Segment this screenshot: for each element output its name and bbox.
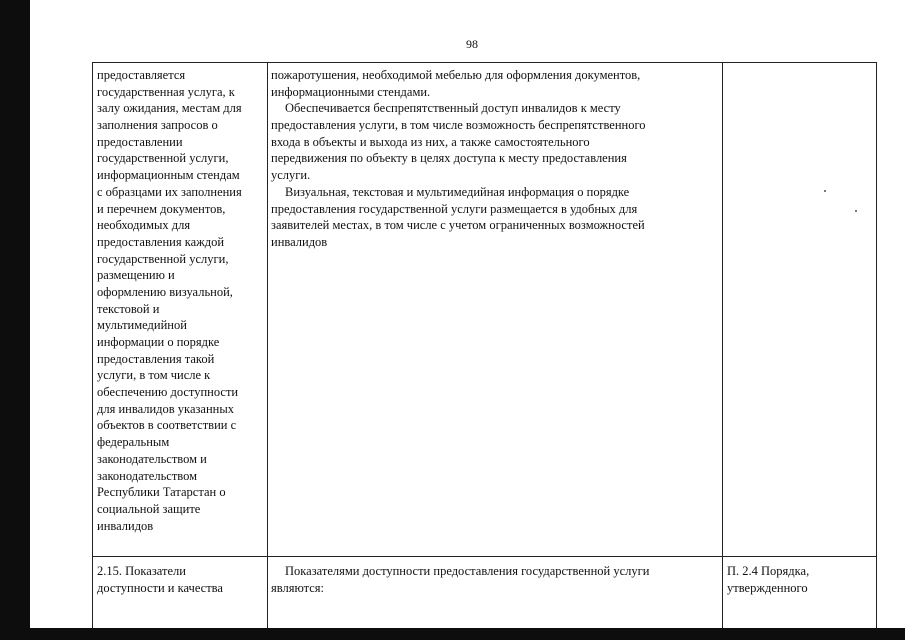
row-divider: [92, 556, 877, 557]
text-line: федеральным: [97, 435, 170, 450]
text-line: заявителей местах, в том числе с учетом ограниченных возможностей: [271, 218, 645, 233]
text-line: государственной услуги,: [97, 151, 229, 166]
text-line: информационным стендам: [97, 168, 240, 183]
text-line: Обеспечивается беспрепятственный доступ инвалидов к месту: [285, 101, 621, 116]
text-line: объектов в соответствии с: [97, 418, 237, 433]
row1-requirement-cell: [97, 67, 265, 534]
text-line: Визуальная, текстовая и мультимедийная информация о порядке: [285, 184, 630, 199]
text-line: предоставления государственной услуги размещается в удобных для: [271, 201, 638, 216]
text-line: обеспечению доступности: [97, 385, 239, 400]
text-line: законодательством: [97, 468, 198, 483]
table-border-top: [92, 62, 877, 63]
text-line: пожаротушения, необходимой мебелью для оформления документов,: [271, 68, 641, 82]
text-line: предоставления каждой: [97, 234, 225, 249]
row2-indicator-cell: [97, 563, 265, 596]
text-line: предоставляется: [97, 68, 186, 82]
text-line: П. 2.4 Порядка,: [727, 564, 810, 578]
text-line: и перечнем документов,: [97, 201, 226, 216]
text-line: услуги, в том числе к: [97, 368, 211, 383]
row2-reference-cell: [727, 563, 873, 596]
table-border-right: [876, 62, 877, 628]
text-line: передвижения по объекту в целях доступа к месту предоставления: [271, 151, 627, 166]
text-line: государственной услуги,: [97, 251, 229, 266]
text-line: размещению и: [97, 268, 175, 283]
text-line: являются:: [271, 580, 325, 595]
text-line: Показателями доступности предоставления государственной услуги: [285, 564, 650, 578]
scan-border-left: [0, 0, 30, 640]
text-line: предоставления услуги, в том числе возможность беспрепятственного: [271, 118, 646, 133]
text-line: заполнения запросов о: [97, 118, 218, 133]
text-line: предоставлении: [97, 134, 183, 149]
text-line: информационными стендами.: [271, 84, 431, 99]
text-line: информации о порядке: [97, 335, 220, 349]
text-line: государственная услуга, к: [97, 84, 235, 99]
text-line: мультимедийной: [97, 318, 187, 333]
text-line: инвалидов: [97, 518, 154, 533]
row1-description-cell: [271, 67, 723, 251]
text-line: необходимых для: [97, 218, 191, 233]
text-line: социальной защите: [97, 501, 201, 516]
text-line: утвержденного: [727, 580, 808, 595]
text-line: текстовой и: [97, 301, 160, 316]
page-number: 98: [466, 37, 478, 51]
text-line: услуги.: [271, 168, 311, 183]
row2-description-cell: [271, 563, 723, 596]
text-line: инвалидов: [271, 234, 328, 249]
scan-border-bottom: [0, 628, 905, 640]
text-line: входа в объекты и выхода из них, а также самостоятельного: [271, 134, 590, 149]
text-line: оформлению визуальной,: [97, 284, 233, 299]
column-divider-1: [267, 62, 268, 628]
text-line: залу ожидания, местам для: [97, 101, 242, 116]
text-line: 2.15. Показатели: [97, 564, 186, 578]
text-line: для инвалидов указанных: [97, 401, 235, 416]
table-border-left: [92, 62, 93, 628]
text-line: доступности и качества: [97, 580, 223, 595]
text-line: с образцами их заполнения: [97, 184, 242, 199]
text-line: Республики Татарстан о: [97, 485, 226, 500]
text-line: предоставления такой: [97, 351, 215, 366]
text-line: законодательством и: [97, 451, 207, 466]
